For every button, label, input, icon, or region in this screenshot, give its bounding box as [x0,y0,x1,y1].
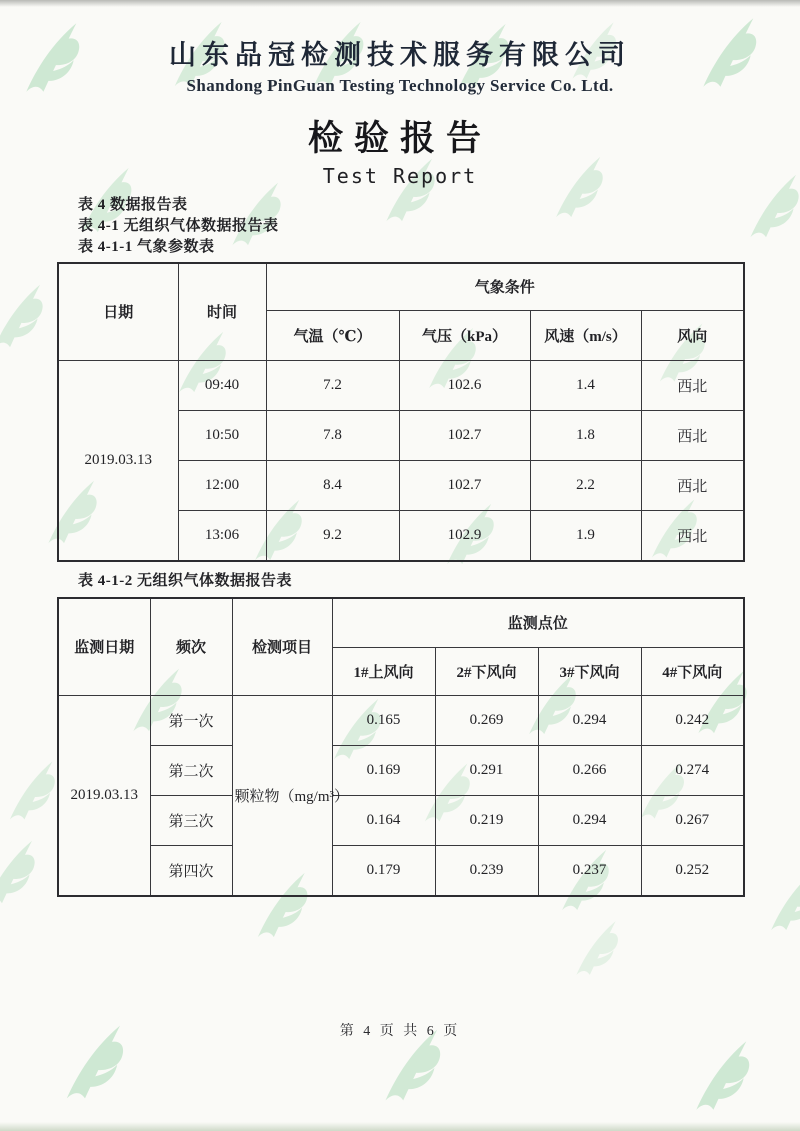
time-cell: 12:00 [178,461,266,511]
pinguan-leaf-logo-watermark [687,1036,753,1115]
report-title-en: Test Report [322,163,478,188]
temp-cell: 8.4 [266,461,399,511]
point2-value-cell: 0.291 [435,746,538,796]
point1-value-cell: 0.164 [332,796,435,846]
gas-row [58,746,744,796]
gas-header-item: 检测项目 [232,598,332,696]
point2-value-cell: 0.269 [435,696,538,746]
gas-date-cell: 2019.03.13 [58,696,150,896]
gas-header-frequency: 频次 [150,598,232,696]
frequency-cell: 第一次 [150,696,232,746]
weather-row [58,361,744,411]
point2-value-cell: 0.239 [435,846,538,896]
point1-value-cell: 0.169 [332,746,435,796]
weather-header-pressure: 气压（kPa） [399,311,530,361]
point3-value-cell: 0.294 [538,796,641,846]
point1-value-cell: 0.165 [332,696,435,746]
weather-header-wind-dir: 风向 [641,311,744,361]
weather-header-time: 时间 [178,263,266,361]
frequency-cell: 第三次 [150,796,232,846]
gas-header-point-4: 4#下风向 [641,648,744,696]
weather-date-cell: 2019.03.13 [58,361,178,561]
pressure-cell: 102.7 [399,411,530,461]
page-number: 第 4 页 共 6 页 [339,1024,461,1039]
weather-header-date: 日期 [58,263,178,361]
table-label-4-1-1: 表 4-1-1 气象参数表 [78,238,215,255]
pinguan-leaf-logo-watermark [569,917,621,979]
company-name-en: Shandong PinGuan Testing Technology Service Co. Ltd. [186,76,614,96]
weather-header-wind-speed: 风速（m/s） [530,311,641,361]
wind-dir-cell: 西北 [641,361,744,411]
table-label-4-1-2: 表 4-1-2 无组织气体数据报告表 [78,572,292,589]
weather-header-temp: 气温（℃） [266,311,399,361]
point3-value-cell: 0.237 [538,846,641,896]
time-cell: 13:06 [178,511,266,561]
time-cell: 09:40 [178,361,266,411]
wind-dir-cell: 西北 [641,511,744,561]
pressure-cell: 102.9 [399,511,530,561]
wind-speed-cell: 2.2 [530,461,641,511]
gas-row [58,846,744,896]
pressure-cell: 102.6 [399,361,530,411]
temp-cell: 9.2 [266,511,399,561]
gas-header-points-group: 监测点位 [332,598,744,648]
company-name-cn: 山东品冠检测技术服务有限公司 [169,40,631,70]
gas-item-cell: 颗粒物（mg/m³） [232,696,332,896]
report-title-cn: 检验报告 [307,119,492,159]
table-label-4-1: 表 4-1 无组织气体数据报告表 [78,217,279,234]
temp-cell: 7.2 [266,361,399,411]
wind-dir-cell: 西北 [641,411,744,461]
gas-row [58,796,744,846]
point4-value-cell: 0.252 [641,846,744,896]
point3-value-cell: 0.266 [538,746,641,796]
point4-value-cell: 0.242 [641,696,744,746]
point4-value-cell: 0.274 [641,746,744,796]
gas-header-point-2: 2#下风向 [435,648,538,696]
report-header [0,0,800,188]
table-labels [78,195,800,258]
table-label-4: 表 4 数据报告表 [78,196,188,213]
wind-speed-cell: 1.9 [530,511,641,561]
point2-value-cell: 0.219 [435,796,538,846]
point1-value-cell: 0.179 [332,846,435,896]
time-cell: 10:50 [178,411,266,461]
weather-parameters-table [57,262,745,562]
gas-row [58,696,744,746]
pressure-cell: 102.7 [399,461,530,511]
gas-header-date: 监测日期 [58,598,150,696]
weather-header-condition-group: 气象条件 [266,263,744,311]
wind-speed-cell: 1.8 [530,411,641,461]
gas-header-point-3: 3#下风向 [538,648,641,696]
wind-dir-cell: 西北 [641,461,744,511]
frequency-cell: 第二次 [150,746,232,796]
wind-speed-cell: 1.4 [530,361,641,411]
frequency-cell: 第四次 [150,846,232,896]
scan-edge-bottom [0,1122,800,1131]
point3-value-cell: 0.294 [538,696,641,746]
temp-cell: 7.8 [266,411,399,461]
point4-value-cell: 0.267 [641,796,744,846]
gas-data-table [57,597,745,897]
gas-header-point-1: 1#上风向 [332,648,435,696]
